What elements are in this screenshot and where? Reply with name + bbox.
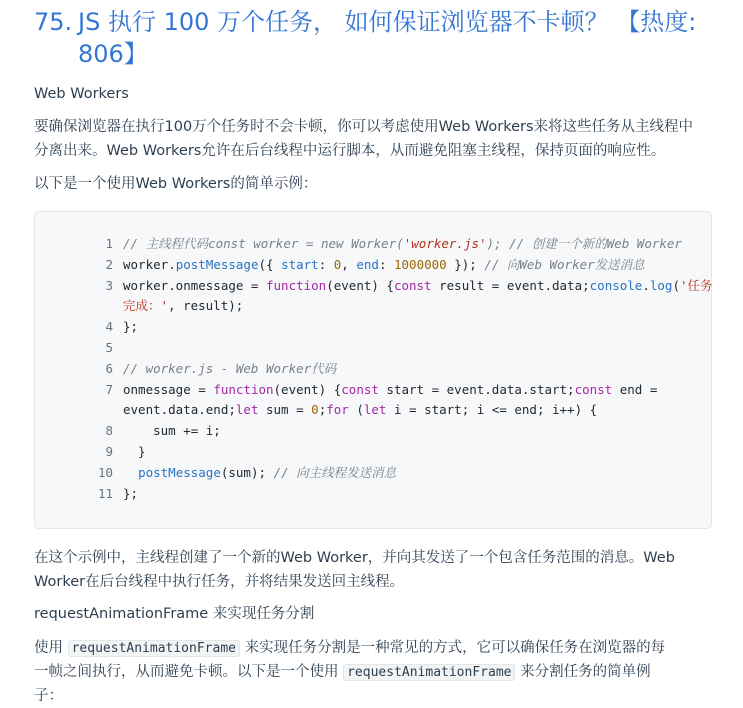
text-raf-line2a: 一帧之间执行，从而避免卡顿。以下是一个使用 (34, 664, 339, 680)
code-line-number: 11 (97, 485, 113, 501)
code-line: worker.onmessage = function(event) {const result = event.data;console.log('任务 (123, 277, 713, 293)
paragraph-intro-line2: 分离出来。Web Workers允许在后台线程中运行脚本，从而避免阻塞主线程，保持页面的响应性。 (34, 143, 666, 159)
paragraph-raf-line3: 子： (34, 688, 63, 704)
code-line-number: 8 (105, 423, 113, 439)
code-line: sum += i; (123, 423, 221, 439)
heading-number: 75. (34, 8, 73, 36)
heading-line1: JS 执行 100 万个任务， 如何保证浏览器不卡顿？ 【热度: (78, 8, 697, 36)
code-line-number: 1 (105, 236, 113, 251)
text-raf-line2b: 来分割任务的简单例 (520, 664, 651, 680)
code-block (34, 211, 712, 529)
inline-code-raf: requestAnimationFrame (68, 640, 240, 657)
article (34, 0, 714, 70)
code-line-number: 4 (105, 319, 113, 335)
code-line: }; (123, 485, 139, 501)
code-line: event.data.end;let sum = 0;for (let i = start; i <= end; i++) { (123, 402, 598, 418)
code-line-number: 7 (105, 381, 113, 397)
paragraph-example-intro: 以下是一个使用Web Workers的简单示例： (34, 176, 318, 192)
text-use: 使用 (34, 640, 63, 656)
paragraph-raf-line1 (34, 636, 665, 661)
code-line-number: 10 (97, 464, 113, 480)
code-line: 完成：', result); (123, 298, 244, 314)
code-line: worker.postMessage({ start: 0, end: 1000000 }); // 向Web Worker发送消息 (123, 256, 645, 272)
code-line: }; (123, 319, 139, 335)
code-line-number: 9 (105, 444, 113, 459)
code-line: // 主线程代码const worker = new Worker('worker.js'); // 创建一个新的Web Worker (123, 236, 682, 251)
paragraph-raf-line2 (34, 660, 651, 685)
code-line-number: 2 (105, 256, 113, 272)
code-line: onmessage = function(event) {const start = event.data.start;const end = (123, 381, 658, 397)
heading-line2: 806】 (78, 40, 148, 68)
code-line-number: 5 (105, 340, 113, 355)
code-line: } (123, 444, 146, 459)
subsection-title-raf: requestAnimationFrame 来实现任务分割 (34, 606, 315, 622)
subsection-title-web-workers: Web Workers (34, 86, 129, 102)
code-line: postMessage(sum); // 向主线程发送消息 (138, 464, 397, 480)
code-line-number: 3 (105, 277, 113, 293)
paragraph-explain-line1: 在这个示例中，主线程创建了一个新的Web Worker，并向其发送了一个包含任务范围的消息。Web (34, 550, 675, 566)
section-heading (34, 0, 714, 70)
code-line: // worker.js - Web Worker代码 (123, 360, 337, 376)
inline-code-raf-2: requestAnimationFrame (343, 664, 515, 681)
text-raf-rest: 来实现任务分割是一种常见的方式，它可以确保任务在浏览器的每 (244, 640, 666, 656)
code-line-number: 6 (105, 360, 113, 376)
paragraph-intro-line1: 要确保浏览器在执行100万个任务时不会卡顿，你可以考虑使用Web Workers来将这些任务从主线程中 (34, 119, 694, 135)
paragraph-explain-line2: Worker在后台线程中执行任务，并将结果发送回主线程。 (34, 574, 405, 590)
